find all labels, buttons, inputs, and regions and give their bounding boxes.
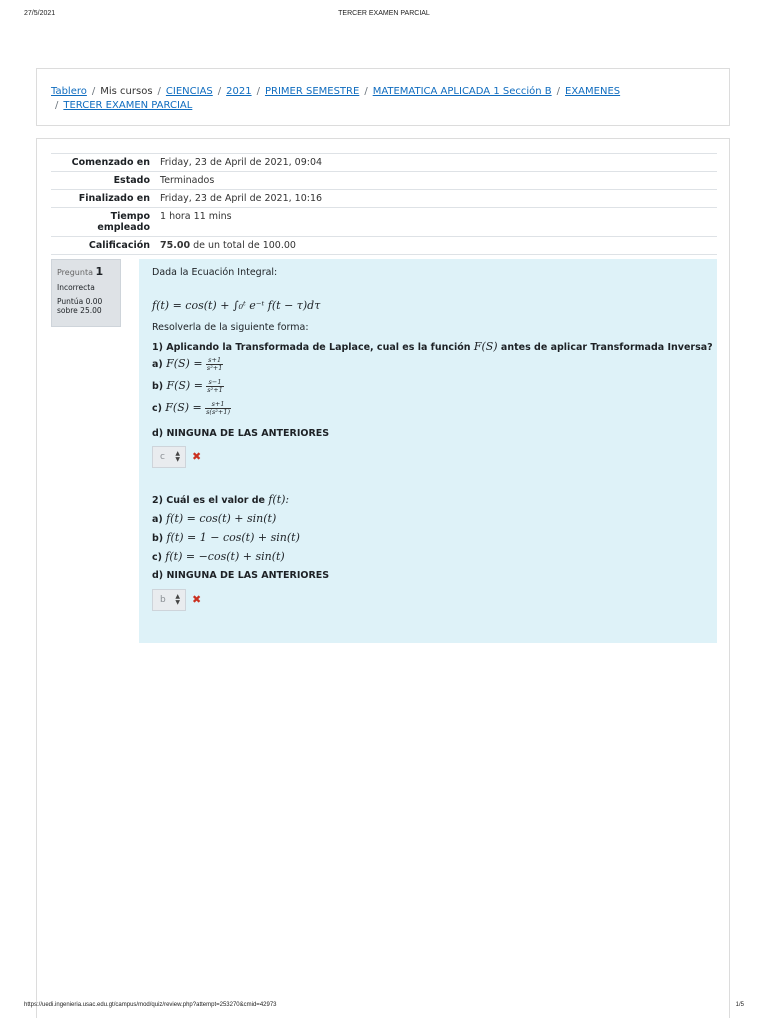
question-points: Puntúa 0.00 sobre 25.00: [57, 297, 103, 315]
resolve-text: Resolverla de la siguiente forma:: [152, 322, 309, 333]
integral-equation: f(t) = cos(t) + ∫₀ᵗ e⁻ᵗ f(t − τ)dτ: [152, 299, 321, 312]
answer-select-2[interactable]: [152, 589, 186, 611]
q1-option-b: [152, 379, 224, 394]
q2-ft: f(t):: [268, 493, 290, 506]
option-label: c): [152, 403, 162, 414]
q2-option-c: [152, 550, 285, 563]
print-url: https://uedi.ingenieria.usac.edu.gt/campus/mod/quiz/review.php?attempt=253270&cmid=42973: [24, 1002, 277, 1008]
updown-arrows-icon: ▲ ▼: [175, 450, 180, 463]
fs-eq: F(S) =: [165, 401, 202, 414]
fs-eq: F(S) =: [166, 357, 203, 370]
finished-value: Friday, 23 de April de 2021, 10:16: [156, 190, 717, 208]
grade-label: Calificación: [51, 237, 156, 255]
breadcrumb-course[interactable]: MATEMATICA APLICADA 1 Sección B: [372, 86, 552, 97]
state-value: Terminados: [156, 172, 717, 190]
numerator: s+1: [206, 357, 224, 365]
breadcrumb-ciencias[interactable]: CIENCIAS: [165, 86, 213, 97]
print-title: TERCER EXAMEN PARCIAL: [338, 10, 430, 17]
q1-prompt: [152, 340, 713, 353]
summary-row-started: [51, 154, 717, 172]
quiz-review-card: [36, 138, 730, 1018]
q2-a-expr: f(t) = cos(t) + sin(t): [166, 512, 277, 525]
grade-value: [156, 237, 717, 255]
grade-total: de un total de 100.00: [193, 240, 296, 251]
numerator: s−1: [206, 379, 224, 387]
question-number: [57, 265, 115, 278]
attempt-summary-table: [51, 153, 717, 255]
print-page-number: 1/5: [735, 1002, 744, 1008]
q2-prompt: [152, 493, 289, 506]
q2-c-expr: f(t) = −cos(t) + sin(t): [165, 550, 285, 563]
answer-1-value: c: [160, 452, 165, 462]
option-a-fraction: [206, 357, 224, 372]
numerator: s+1: [205, 401, 231, 409]
q1-option-a: [152, 357, 223, 372]
cross-icon: ✖: [192, 593, 202, 606]
summary-row-finished: [51, 190, 717, 208]
question-number-value: 1: [95, 265, 104, 278]
answer-2-value: b: [160, 595, 166, 605]
breadcrumb-separator: /: [556, 86, 561, 97]
option-label: c): [152, 552, 162, 563]
question-intro: Dada la Ecuación Integral:: [152, 267, 278, 278]
breadcrumb-primer-semestre[interactable]: PRIMER SEMESTRE: [264, 86, 360, 97]
option-label: a): [152, 514, 163, 525]
time-label: Tiempo empleado: [51, 208, 156, 237]
question-content: [139, 259, 717, 643]
started-value: Friday, 23 de April de 2021, 09:04: [156, 154, 717, 172]
breadcrumb-separator: /: [256, 86, 260, 97]
q1-text-b: antes de aplicar Transformada Inversa?: [500, 342, 713, 353]
question-status: Incorrecta: [57, 283, 95, 292]
denominator: s²+1: [206, 364, 223, 372]
q2-option-d: d) NINGUNA DE LAS ANTERIORES: [152, 570, 330, 581]
breadcrumb-separator: /: [91, 86, 96, 97]
breadcrumb-separator: /: [55, 100, 59, 111]
answer-select-1[interactable]: [152, 446, 186, 468]
finished-label: Finalizado en: [51, 190, 156, 208]
breadcrumb-card: [36, 68, 730, 126]
q2-text: 2) Cuál es el valor de: [152, 495, 266, 506]
fs-eq: F(S) =: [166, 379, 203, 392]
q2-option-b: [152, 531, 300, 544]
summary-row-state: [51, 172, 717, 190]
option-b-fraction: [206, 379, 224, 394]
breadcrumb-mis-cursos: Mis cursos: [100, 86, 153, 97]
breadcrumb: [51, 85, 721, 113]
grade-score: 75.00: [160, 240, 191, 251]
breadcrumb-tablero[interactable]: Tablero: [51, 86, 87, 97]
q1-fs: F(S): [473, 340, 498, 353]
option-label: b): [152, 381, 164, 392]
q1-text-a: 1) Aplicando la Transformada de Laplace, cual es la función: [152, 342, 471, 353]
q1-option-d: d) NINGUNA DE LAS ANTERIORES: [152, 428, 330, 439]
time-value: 1 hora 11 mins: [156, 208, 717, 237]
breadcrumb-2021[interactable]: 2021: [226, 86, 252, 97]
denominator: s²+1: [207, 386, 223, 394]
summary-row-time: [51, 208, 717, 237]
q2-option-a: [152, 512, 276, 525]
breadcrumb-separator: /: [157, 86, 161, 97]
denominator: s(s²+1): [206, 408, 231, 416]
option-label: a): [152, 359, 163, 370]
q2-b-expr: f(t) = 1 − cos(t) + sin(t): [166, 531, 300, 544]
question-label: Pregunta: [57, 268, 93, 277]
breadcrumb-examenes[interactable]: EXAMENES: [565, 86, 621, 97]
option-c-fraction: [205, 401, 231, 416]
print-date: 27/5/2021: [24, 10, 56, 17]
q1-option-c: [152, 401, 231, 416]
breadcrumb-separator: /: [217, 86, 222, 97]
started-label: Comenzado en: [51, 154, 156, 172]
breadcrumb-separator: /: [364, 86, 368, 97]
updown-arrows-icon: ▲ ▼: [175, 593, 180, 606]
cross-icon: ✖: [192, 450, 202, 463]
breadcrumb-tercer-examen[interactable]: TERCER EXAMEN PARCIAL: [63, 100, 193, 111]
summary-row-grade: [51, 237, 717, 255]
question-info: [51, 259, 121, 327]
state-label: Estado: [51, 172, 156, 190]
option-label: b): [152, 533, 164, 544]
